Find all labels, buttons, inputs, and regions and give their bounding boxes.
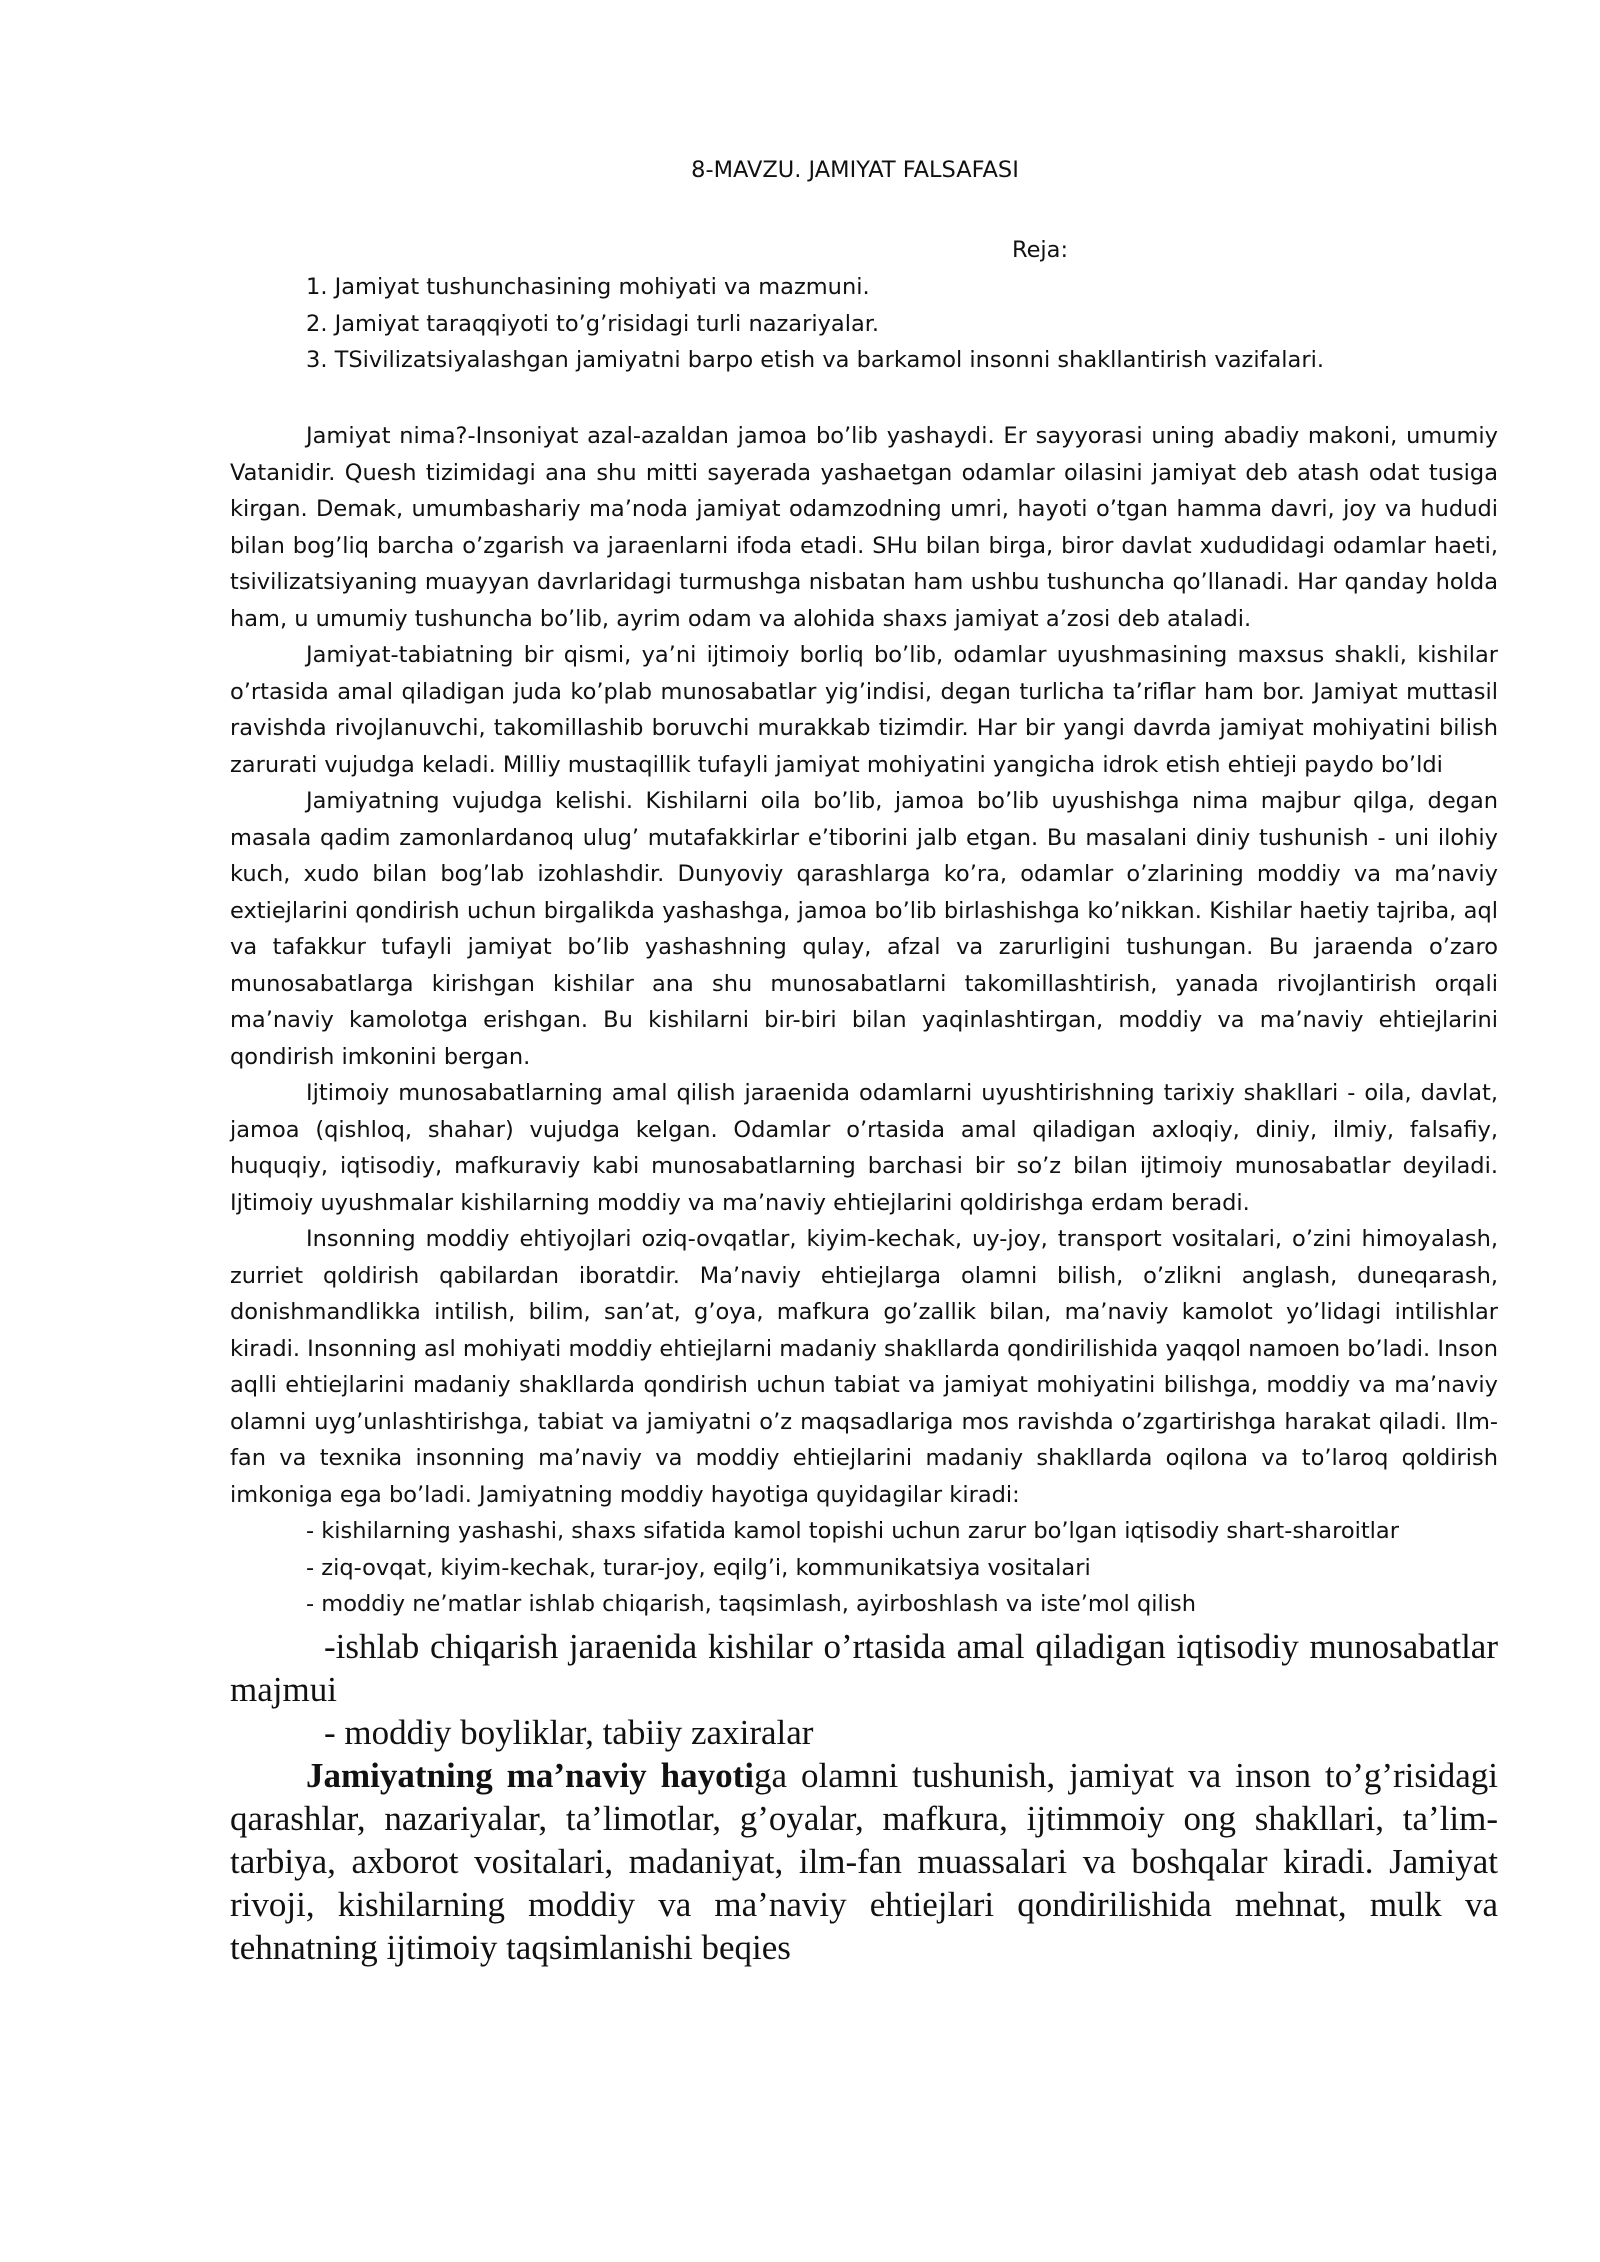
- serif-section: [230, 1625, 1498, 1969]
- list-item: -ishlab chiqarish jaraenida kishilar o’rtasida amal qiladigan iqtisodiy munosabatlar majmui: [230, 1626, 1498, 1709]
- list-item: - moddiy ne’matlar ishlab chiqarish, taqsimlash, ayirboshlash va iste’mol qilish: [306, 1591, 1196, 1617]
- document-title: 8-MAVZU. JAMIYAT FALSAFASI: [691, 157, 1019, 183]
- list-item: - moddiy boyliklar, tabiiy zaxiralar: [324, 1712, 814, 1752]
- document-body: [230, 418, 1498, 1969]
- paragraph: Jamiyatning vujudga kelishi. Kishilarni oila bo’lib, jamoa bo’lib uyushishga nima majbur qilga, degan masala qadim zamonlardanoq ulug’ mutafakkirlar e’tiborini jalb etgan. Bu masalani diniy tushunish - uni ilohiy kuch, xudo bilan bog’lab izohlashdir. Dunyoviy qarashlarga ko’ra, odamlar o’zlarining moddiy va ma’naviy extiejlarini qondirish uchun birgalikda yashashga, jamoa bo’lib birlashishga ko’nikkan. Kishilar haetiy tajriba, aql va tafakkur tufayli jamiyat bo’lib yashashning qulay, afzal va zarurligini tushungan. Bu jaraenda o’zaro munosabatlarga kirishgan kishilar ana shu munosabatlarni takomillashtirish, yanada rivojlantirish orqali ma’naviy kamolotga erishgan. Bu kishilarni bir-biri bilan yaqinlashtirgan, moddiy va ma’naviy ehtiejlarini qondirish imkonini bergan.: [230, 788, 1498, 1070]
- plan-item: 3. TSivilizatsiyalashgan jamiyatni barpo etish va barkamol insonni shakllantirish vazifalari.: [306, 347, 1324, 373]
- list-item: - kishilarning yashashi, shaxs sifatida kamol topishi uchun zarur bo’lgan iqtisodiy shart-sharoitlar: [306, 1518, 1399, 1544]
- final-paragraph-text: ga olamni tushunish, jamiyat va inson to’g’risidagi qarashlar, nazariyalar, ta’limotlar, g’oyalar, mafkura, ijtimmoiy ong shakllari, ta’lim-tarbiya, axborot vositalari, madaniyat, ilm-fan muassalari va boshqalar kiradi. Jamiyat rivoji, kishilarning moddiy va ma’naviy ehtiejlari qondirilishida mehnat, mulk va tehnatning ijtimoiy taqsimlanishi beqies: [230, 1755, 1498, 1967]
- paragraph: Jamiyat-tabiatning bir qismi, ya’ni ijtimoiy borliq bo’lib, odamlar uyushmasining maxsus shakli, kishilar o’rtasida amal qiladigan juda ko’plab munosabatlar yig’indisi, degan turlicha ta’riflar ham bor. Jamiyat muttasil ravishda rivojlanuvchi, takomillashib boruvchi murakkab tizimdir. Har bir yangi davrda jamiyat mohiyatini bilish zarurati vujudga keladi. Milliy mustaqillik tufayli jamiyat mohiyatini yangicha idrok etish ehtieji paydo bo’ldi: [230, 642, 1498, 778]
- plan-item: 2. Jamiyat taraqqiyoti to’g’risidagi turli nazariyalar.: [306, 310, 880, 337]
- list-item: - ziq-ovqat, kiyim-kechak, turar-joy, eqilg’i, kommunikatsiya vositalari: [306, 1554, 1091, 1581]
- paragraph: Ijtimoiy munosabatlarning amal qilish jaraenida odamlarni uyushtirishning tarixiy shakllari - oila, davlat, jamoa (qishloq, shahar) vujudga kelgan. Odamlar o’rtasida amal qiladigan axloqiy, diniy, ilmiy, falsafiy, huquqiy, iqtisodiy, mafkuraviy kabi munosabatlarning barchasi bir so’z bilan ijtimoiy munosabatlar deyiladi. Ijtimoiy uyushmalar kishilarning moddiy va ma’naviy ehtiejlarini qoldirishga erdam beradi.: [230, 1080, 1498, 1216]
- paragraph: Jamiyat nima?-Insoniyat azal-azaldan jamoa bo’lib yashaydi. Er sayyorasi uning abadiy makoni, umumiy Vatanidir. Quesh tizimidagi ana shu mitti sayerada yashaetgan odamlar oilasini jamiyat deb atash odat tusiga kirgan. Demak, umumbashariy ma’noda jamiyat odamzodning umri, hayoti o’tgan hamma davri, joy va hududi bilan bog’liq barcha o’zgarish va jaraenlarni ifoda etadi. SHu bilan birga, biror davlat xududidagi odamlar haeti, tsivilizatsiyaning muayyan davrlaridagi turmushga nisbatan ham ushbu tushuncha qo’llanadi. Har qanday holda ham, u umumiy tushuncha bo’lib, ayrim odam va alohida shaxs jamiyat a’zosi deb ataladi.: [230, 423, 1498, 632]
- bold-term: Jamiyatning ma’naviy hayoti: [306, 1755, 755, 1795]
- plan-list: [306, 269, 1324, 379]
- final-paragraph: [230, 1754, 1498, 1969]
- paragraph: Insonning moddiy ehtiyojlari oziq-ovqatlar, kiyim-kechak, uy-joy, transport vositalari, o’zini himoyalash, zurriet qoldirish qabilardan iboratdir. Ma’naviy ehtiejlarga olamni bilish, o’zlikni anglash, duneqarash, donishmandlikka intilish, bilim, san’at, g’oya, mafkura go’zallik bilan, ma’naviy kamolot yo’lidagi intilishlar kiradi. Insonning asl mohiyati moddiy ehtiejlarni madaniy shakllarda qondirilishida yaqqol namoen bo’ladi. Inson aqlli ehtiejlarini madaniy shakllarda qondirish uchun tabiat va jamiyat mohiyatini bilishga, moddiy va ma’naviy olamni uyg’unlashtirishga, tabiat va jamiyatni o’z maqsadlariga mos ravishda o’zgartirishga harakat qiladi. Ilm-fan va texnika insonning ma’naviy va moddiy ehtiejlarini madaniy shakllarda oqilona va to’laroq qoldirish imkoniga ega bo’ladi. Jamiyatning moddiy hayotiga quyidagilar kiradi:: [230, 1226, 1499, 1508]
- plan-heading: Reja:: [1011, 237, 1069, 263]
- plan-item: 1. Jamiyat tushunchasining mohiyati va mazmuni.: [306, 274, 870, 300]
- sans-section: [230, 418, 1498, 1623]
